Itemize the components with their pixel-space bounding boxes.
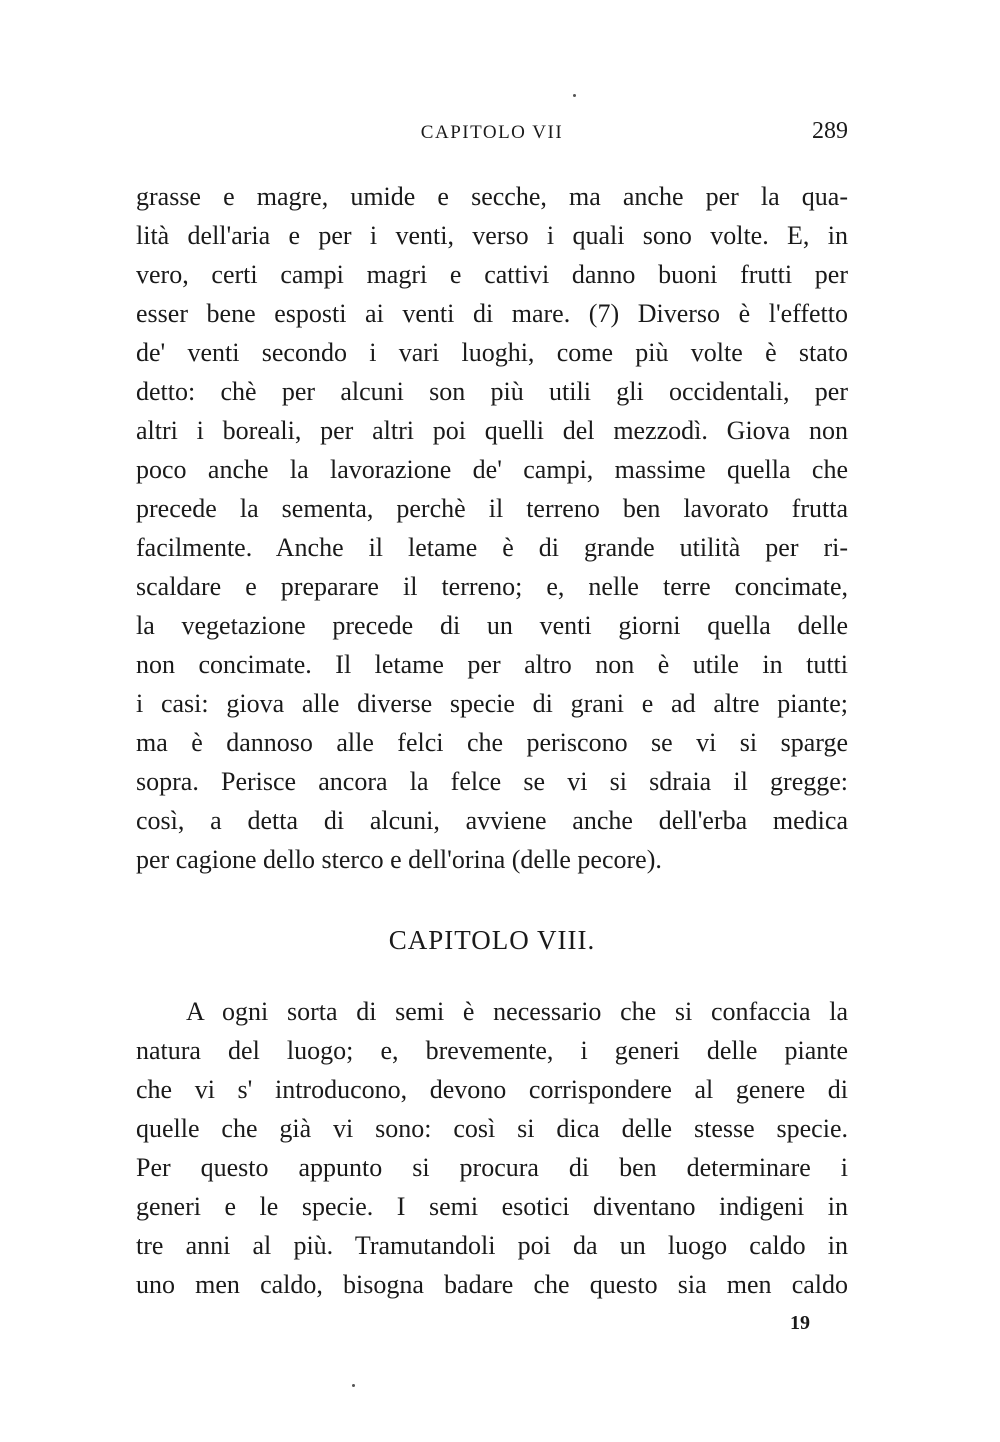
text-line: non concimate. Il letame per altro non è utile in tutti bbox=[136, 650, 848, 679]
running-title: CAPITOLO VII bbox=[420, 122, 564, 143]
text-line: de' venti secondo i vari luoghi, come più volte è stato bbox=[136, 338, 848, 367]
text-line: lità dell'aria e per i venti, verso i quali sono volte. E, in bbox=[136, 221, 848, 250]
scan-speck bbox=[573, 94, 576, 97]
text-line: vero, certi campi magri e cattivi danno buoni frutti per bbox=[136, 260, 848, 289]
chapter-heading: CAPITOLO VIII. bbox=[388, 925, 596, 955]
text-line: per cagione dello sterco e dell'orina (delle pecore). bbox=[136, 845, 662, 874]
text-line: precede la sementa, perchè il terreno ben lavorato frutta bbox=[136, 494, 848, 523]
running-head bbox=[136, 118, 848, 152]
text-line: poco anche la lavorazione de' campi, massime quella che bbox=[136, 455, 848, 484]
page-number: 289 bbox=[812, 118, 848, 144]
text-line: detto: chè per alcuni son più utili gli occidentali, per bbox=[136, 377, 848, 406]
text-line: sopra. Perisce ancora la felce se vi si sdraia il gregge: bbox=[136, 767, 848, 796]
text-line: altri i boreali, per altri poi quelli del mezzodì. Giova non bbox=[136, 416, 848, 445]
text-line: quelle che già vi sono: così si dica delle stesse specie. bbox=[136, 1114, 848, 1143]
text-line: la vegetazione precede di un venti giorni quella delle bbox=[136, 611, 848, 640]
text-line: facilmente. Anche il letame è di grande utilità per ri- bbox=[136, 533, 848, 562]
text-line: scaldare e preparare il terreno; e, nelle terre concimate, bbox=[136, 572, 848, 601]
text-line: uno men caldo, bisogna badare che questo sia men caldo bbox=[136, 1270, 848, 1299]
text-line: natura del luogo; e, brevemente, i generi delle piante bbox=[136, 1036, 848, 1065]
text-line: esser bene esposti ai venti di mare. (7) Diverso è l'effetto bbox=[136, 299, 848, 328]
text-line: Per questo appunto si procura di ben determinare i bbox=[136, 1153, 848, 1182]
text-line: tre anni al più. Tramutandoli poi da un luogo caldo in bbox=[136, 1231, 848, 1260]
text-line: generi e le specie. I semi esotici diventano indigeni in bbox=[136, 1192, 848, 1221]
text-line: così, a detta di alcuni, avviene anche dell'erba medica bbox=[136, 806, 848, 835]
scan-speck bbox=[352, 1384, 355, 1387]
printer-signature-mark: 19 bbox=[790, 1312, 810, 1334]
text-line: i casi: giova alle diverse specie di grani e ad altre piante; bbox=[136, 689, 848, 718]
text-line: che vi s' introducono, devono corrispondere al genere di bbox=[136, 1075, 848, 1104]
text-line: grasse e magre, umide e secche, ma anche per la qua- bbox=[136, 182, 848, 211]
text-line: ma è dannoso alle felci che periscono se vi si sparge bbox=[136, 728, 848, 757]
text-line: A ogni sorta di semi è necessario che si confaccia la bbox=[186, 997, 848, 1026]
